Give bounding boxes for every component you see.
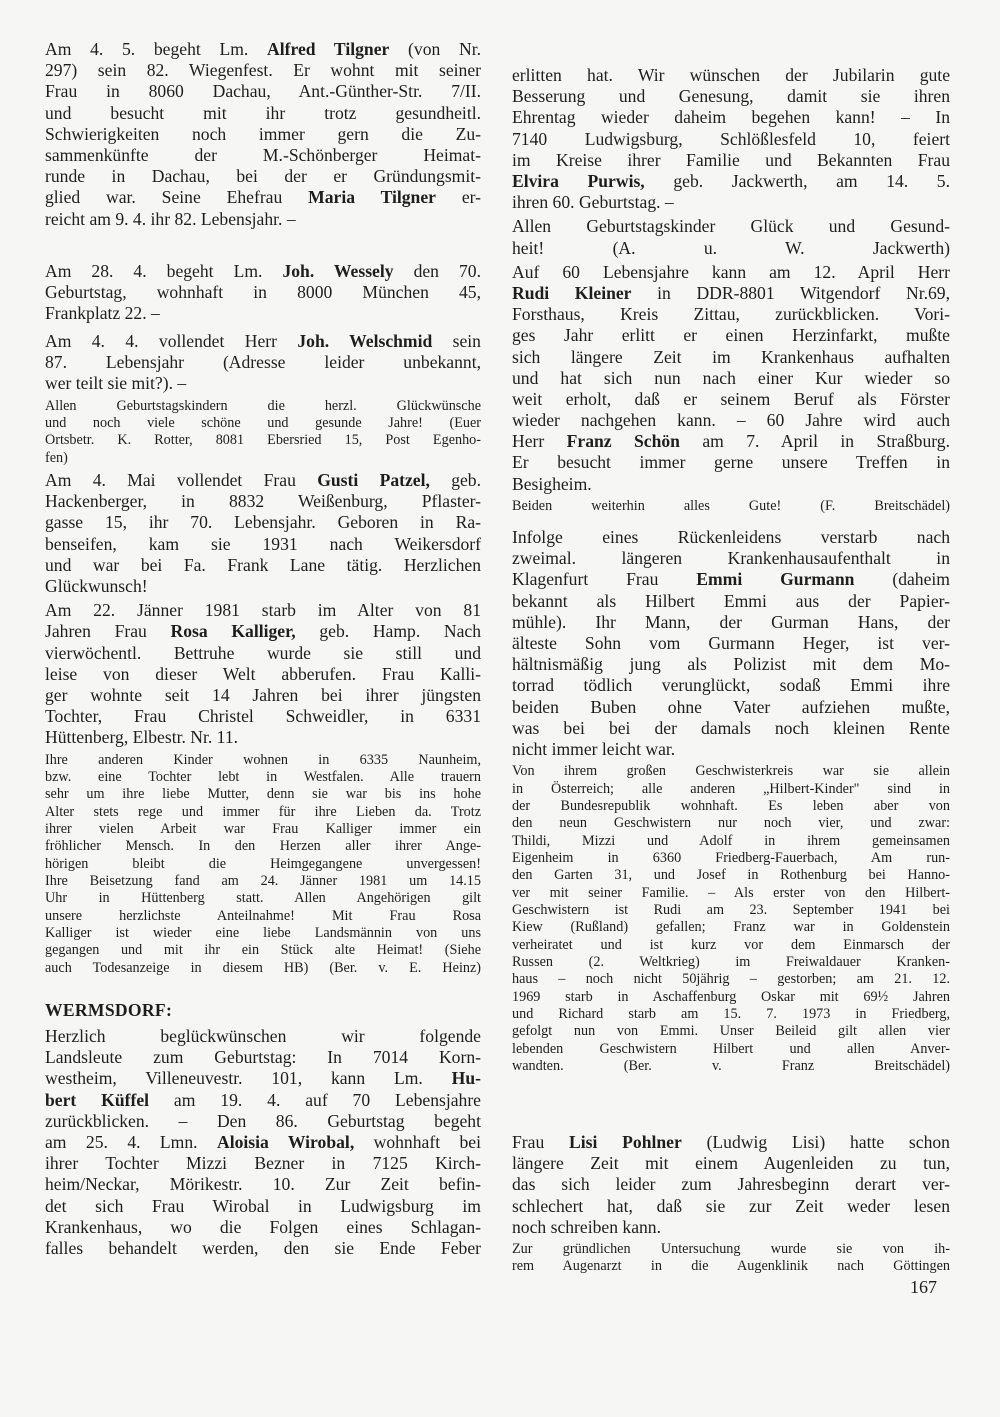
text-segment: Ihre anderen Kinder wohnen in 6335 Naunheim, (45, 751, 481, 768)
text-segment: verheiratet und ist kurz vor dem Einmarsch der (512, 936, 950, 953)
text-segment: beiden Buben ohne Vater aufziehen mußte, (512, 696, 950, 717)
text-line (512, 65, 950, 86)
text-line (45, 942, 481, 959)
section-heading-wermsdorf: WERMSDORF: (45, 1000, 173, 1020)
text-line (45, 838, 481, 855)
text-segment: ihren 60. Geburtstag. – (512, 192, 674, 213)
text-segment: wer teilt sie mit?). – (45, 373, 187, 394)
text-segment: Russen (2. Weltkrieg) im Freiwaldauer Kranken- (512, 953, 950, 970)
text-segment: hörigen bleibt die Heimgegangene unvergessen! (45, 855, 481, 872)
text-segment: ihrer Tochter Mizzi Bezner in 7125 Kirch- (45, 1153, 481, 1174)
article-rotter-greeting (45, 398, 481, 467)
person-name: Joh. Wessely (282, 261, 394, 281)
text-line (512, 569, 950, 590)
person-name: Maria Tilgner (308, 187, 436, 208)
text-line (45, 786, 481, 803)
text-segment: Am 4. 4. vollendet Herr (45, 331, 298, 351)
text-line (45, 491, 481, 512)
article-tilgner (45, 39, 481, 230)
article-breitschaedel-greeting (512, 498, 950, 515)
text-line (45, 1132, 481, 1153)
text-segment: Geschwistern ist Rudi am 23. September 1941 bei (512, 901, 950, 918)
text-line (512, 675, 950, 696)
text-segment: Uhr in Hüttenberg statt. Allen Angehörigen gilt (45, 890, 481, 907)
text-line (512, 1041, 950, 1058)
text-segment: Ortsbetr. K. Rotter, 8081 Ebersried 15, Post Egenho- (45, 432, 481, 449)
text-segment: Hackenberger, in 8832 Weißenburg, Pflaster- (45, 491, 481, 512)
text-line (45, 373, 481, 394)
text-line (45, 856, 481, 873)
text-segment: Forsthaus, Kreis Zittau, zurückblicken. Vori- (512, 304, 950, 325)
text-line (45, 415, 481, 432)
text-segment: sammenkünfte der M.-Schönberger Heimat- (45, 144, 481, 165)
text-line (45, 352, 481, 373)
text-segment: und war bei Fa. Frank Lane tätig. Herzlichen (45, 554, 481, 575)
text-line (512, 1132, 950, 1153)
text-line (512, 347, 950, 368)
text-line (512, 591, 950, 612)
text-segment: weit erholt, daß er seinem Beruf als Förster (512, 388, 950, 409)
text-segment: älteste Sohn vom Gurmann Heger, ist ver- (512, 632, 950, 653)
text-segment: Am 22. Jänner 1981 starb im Alter von 81 (45, 600, 481, 621)
text-segment: Herzlich beglückwünschen wir folgende (45, 1026, 481, 1046)
text-line (45, 576, 481, 597)
text-segment: der Bundesrepublik wohnhaft. Es leben aber von (512, 797, 950, 814)
text-segment: gegangen und mit ihr ein Stück alte Heimat! (Siehe (45, 942, 481, 959)
text-line (512, 902, 950, 919)
text-line (512, 304, 950, 325)
text-line (45, 706, 481, 727)
text-segment: geb. (429, 470, 482, 490)
text-line (45, 103, 481, 124)
text-segment: haus – noch nicht 50jährig – gestorben; am 21. 12. (512, 971, 950, 988)
text-segment: 297) sein 82. Wiegenfest. Er wohnt mit seiner (45, 60, 481, 81)
text-line (45, 145, 481, 166)
text-segment: wohnhaft bei (354, 1131, 481, 1152)
text-line (512, 86, 950, 107)
text-line (45, 209, 481, 230)
text-line (512, 763, 950, 780)
text-segment: in Österreich; alle anderen „Hilbert-Kinder" sind in (512, 780, 950, 797)
text-segment: vierwöchentl. Bettruhe wurde sie still und (45, 642, 481, 663)
text-line (512, 527, 950, 548)
text-segment: und besucht mit ihr trotz gesundheitl. (45, 102, 481, 123)
text-segment: noch schreiben kann. (512, 1216, 662, 1237)
text-line (45, 1111, 481, 1132)
text-segment: längere Zeit mit einem Augenleiden zu tun, (512, 1153, 950, 1174)
text-segment: (Ludwig Lisi) hatte schon (681, 1132, 950, 1152)
text-segment: leise von dieser Welt abberufen. Frau Kalli- (45, 663, 481, 684)
text-line (45, 1153, 481, 1174)
text-segment: westheim, Villeneuvestr. 101, kann Lm. (45, 1068, 452, 1089)
text-segment: torrad tödlich verunglückt, sodaß Emmi ihre (512, 675, 950, 696)
article-welschmid (45, 331, 481, 395)
text-line (45, 643, 481, 664)
text-segment: Allen Geburtstagskindern die herzl. Glückwünsche (45, 397, 481, 414)
text-line (45, 960, 481, 977)
person-name: Aloisia Wirobal, (216, 1131, 355, 1152)
text-line (45, 1068, 481, 1089)
article-purwis (512, 65, 950, 213)
text-segment: sich längere Zeit im Krankenhaus aufhalten (512, 346, 950, 367)
text-segment: Zur gründlichen Untersuchung wurde sie von ih- (512, 1241, 950, 1257)
text-segment: zurückblicken. – Den 86. Geburtstag begeht (45, 1110, 481, 1131)
text-line (512, 1258, 950, 1275)
text-line (512, 325, 950, 346)
text-line (45, 450, 481, 467)
text-line (512, 971, 950, 988)
text-segment: am 25. 4. Lmn. (45, 1131, 217, 1152)
text-segment: ihrer vielen Arbeit war Frau Kalliger immer ein (45, 820, 481, 837)
text-line (45, 752, 481, 769)
text-line (512, 410, 950, 431)
article-pohlner (512, 1132, 950, 1238)
text-line (512, 954, 950, 971)
person-name: Elvira Purwis, (512, 170, 645, 191)
text-line (45, 261, 481, 282)
text-line (512, 1153, 950, 1174)
text-line (512, 989, 950, 1006)
text-line (512, 107, 950, 128)
text-line (512, 697, 950, 718)
text-line (45, 398, 481, 415)
text-segment: Besigheim. (512, 473, 592, 494)
text-line (45, 282, 481, 303)
text-segment: Von ihrem großen Geschwisterkreis war sie allein (512, 763, 950, 780)
text-segment: zweimal. längeren Krankenhausaufenthalt in (512, 548, 950, 569)
text-segment: geb. Hamp. Nach (295, 621, 482, 642)
text-segment: Hüttenberg, Elbestr. Nr. 11. (45, 727, 239, 748)
person-name: Joh. Welschmid (297, 331, 433, 351)
text-segment: Schwierigkeiten noch immer gern die Zu- (45, 123, 481, 144)
text-segment: Frankplatz 22. – (45, 303, 160, 324)
text-segment: den 70. (393, 261, 481, 281)
text-segment: fröhlicher Mensch. In den Herzen aller ihrer Ange- (45, 838, 481, 855)
text-line (512, 867, 950, 884)
text-segment: erlitten hat. Wir wünschen der Jubilarin gute (512, 65, 950, 85)
text-line (45, 890, 481, 907)
text-segment: Tochter, Frau Christel Schweidler, in 6331 (45, 706, 481, 727)
article-jackwerth-greeting (512, 216, 950, 258)
text-line (512, 431, 950, 452)
text-segment: Frau (512, 1132, 570, 1152)
text-segment: (daheim (854, 569, 950, 590)
text-segment: 7140 Ludwigsburg, Schlößlesfeld 10, feiert (512, 128, 950, 149)
text-line (512, 452, 950, 473)
text-line (45, 432, 481, 449)
text-segment: Am 28. 4. begeht Lm. (45, 261, 283, 281)
text-segment: am 7. April in Straßburg. (679, 431, 950, 452)
text-segment: wieder nachgehen kann. – 60 Jahre wird auch (512, 410, 950, 431)
text-segment: den neun Geschwistern nur noch vier, und zwar: (512, 815, 950, 832)
article-kleiner (512, 262, 950, 495)
text-segment: Allen Geburtstagskinder Glück und Gesund- (512, 216, 950, 237)
text-segment: Er besucht immer gerne unsere Treffen in (512, 452, 950, 473)
text-line (512, 474, 950, 495)
text-segment: Am 4. 5. begeht Lm. (45, 39, 268, 59)
text-line (45, 600, 481, 621)
text-segment: bekannt als Hilbert Emmi aus der Papier- (512, 590, 950, 611)
article-gurmann (512, 527, 950, 760)
text-segment: glied war. Seine Ehefrau (45, 187, 309, 208)
text-line (45, 124, 481, 145)
text-segment: benseifen, kam sie 1931 nach Weikersdorf (45, 533, 481, 554)
person-name: Gusti Patzel, (317, 470, 430, 490)
text-segment: sein (432, 331, 481, 351)
article-pohlner-detail (512, 1241, 950, 1276)
article-wermsdorf (45, 1026, 481, 1259)
article-patzel (45, 470, 481, 597)
text-segment: Thildi, Mizzi und Adolf in ihrem gemeinsamen (512, 832, 950, 849)
text-segment: er- (435, 187, 481, 208)
text-segment: schlechert hat, daß sie zur Zeit weder lesen (512, 1195, 950, 1216)
text-segment: das sich leider zum Jahresbeginn derart ver- (512, 1174, 950, 1195)
text-segment: (von Nr. (389, 39, 481, 59)
text-segment: rem Augenarzt in die Augenklinik nach Göttingen (512, 1258, 950, 1275)
person-name: Lisi Pohlner (569, 1132, 682, 1152)
text-segment: nicht immer leicht war. (512, 738, 676, 759)
text-segment: und noch viele schöne und gesunde Jahre! (Euer (45, 414, 481, 431)
text-line (512, 548, 950, 569)
text-line (512, 368, 950, 389)
text-line (512, 781, 950, 798)
text-line (512, 815, 950, 832)
text-segment: bzw. eine Tochter lebt in Westfalen. Alle trauern (45, 768, 481, 785)
person-name: Hu- (451, 1068, 481, 1089)
text-segment: falles behandelt werden, den sie Ende Feber (45, 1237, 481, 1258)
text-line (512, 833, 950, 850)
text-line (45, 81, 481, 102)
text-segment: 1969 starb in Aschaffenburg Oskar mit 69½ Jahren (512, 988, 950, 1005)
text-segment: wandten. (Ber. v. Franz Breitschädel) (512, 1058, 950, 1075)
article-kalliger (45, 600, 481, 748)
text-line (45, 470, 481, 491)
text-line (45, 1090, 481, 1111)
text-line (45, 873, 481, 890)
text-segment: Am 4. Mai vollendet Frau (45, 470, 318, 490)
text-line (512, 1196, 950, 1217)
article-kalliger-detail (45, 752, 481, 977)
person-name: Emmi Gurmann (696, 569, 855, 590)
text-segment: Ehrentag wieder daheim begehen kann! – In (512, 107, 950, 128)
text-line (45, 1217, 481, 1238)
text-line (45, 769, 481, 786)
text-line (45, 39, 481, 60)
text-segment: Krankenhaus, wo die Folgen eines Schlagan- (45, 1216, 481, 1237)
text-line (45, 621, 481, 642)
article-wessely (45, 261, 481, 325)
text-line (45, 331, 481, 352)
text-segment: Landsleute zum Geburtstag: In 7014 Korn- (45, 1047, 481, 1068)
text-segment: Geburtstag, wohnhaft in 8000 München 45, (45, 282, 481, 303)
text-segment: mühle). Ihr Mann, der Gurman Hans, der (512, 611, 950, 632)
text-line (45, 166, 481, 187)
text-segment: Klagenfurt Frau (512, 569, 697, 590)
person-name: bert Küffel (45, 1089, 150, 1110)
text-line (45, 60, 481, 81)
text-line (45, 1174, 481, 1195)
text-line (45, 1026, 481, 1047)
text-segment: Besserung und Genesung, damit sie ihren (512, 86, 950, 107)
text-segment: ver mit seiner Familie. – Als erster von den Hilbert- (512, 884, 950, 901)
text-segment: Auf 60 Lebensjahre kann am 12. April Herr (512, 261, 950, 282)
text-line (45, 685, 481, 706)
text-segment: geb. Jackwerth, am 14. 5. (644, 170, 950, 191)
text-segment: Infolge eines Rückenleidens verstarb nach (512, 527, 950, 547)
text-line (512, 937, 950, 954)
text-line (512, 1217, 950, 1238)
text-segment: auch Todesanzeige in diesem HB) (Ber. v. E. Heinz) (45, 959, 481, 976)
page-number: 167 (910, 1277, 937, 1297)
text-segment: den Garten 31, und Josef in Rothenburg bei Hanno- (512, 867, 950, 884)
text-segment: Kiew (Rußland) gefallen; Franz war in Goldenstein (512, 919, 950, 936)
text-line (45, 187, 481, 208)
text-line (45, 664, 481, 685)
text-line (512, 129, 950, 150)
text-segment: im Kreise ihrer Familie und Bekannten Frau (512, 149, 950, 170)
text-segment: runde in Dachau, bei der er Gründungsmit- (45, 166, 481, 187)
text-line (512, 919, 950, 936)
text-line (45, 1196, 481, 1217)
text-segment: Alter stets rege und immer für ihre Lieben da. Trotz (45, 803, 481, 820)
text-segment: ger wohnte seit 14 Jahren bei ihrer jüngsten (45, 684, 481, 705)
text-line (512, 718, 950, 739)
person-name: Rudi Kleiner (512, 282, 632, 303)
text-line (512, 1006, 950, 1023)
text-segment: in DDR-8801 Witgendorf Nr.69, (631, 282, 950, 303)
text-line (512, 283, 950, 304)
text-line (512, 654, 950, 675)
text-line (45, 1238, 481, 1259)
text-line (512, 192, 950, 213)
text-line (512, 262, 950, 283)
text-line (512, 885, 950, 902)
text-line (512, 612, 950, 633)
text-segment: fen) (45, 449, 68, 466)
text-line (45, 534, 481, 555)
text-line (512, 633, 950, 654)
text-line (512, 150, 950, 171)
text-segment: 87. Lebensjahr (Adresse leider unbekannt, (45, 352, 481, 373)
text-line (45, 821, 481, 838)
text-line (512, 1174, 950, 1195)
text-segment: lebenden Geschwistern Hilbert und allen Anver- (512, 1040, 950, 1057)
text-segment: Beiden weiterhin alles Gute! (F. Breitschädel) (512, 498, 950, 514)
text-line (45, 512, 481, 533)
person-name: Rosa Kalliger, (170, 621, 296, 642)
text-line (512, 216, 950, 237)
text-segment: Frau in 8060 Dachau, Ant.-Günther-Str. 7/II. (45, 81, 481, 102)
text-line (512, 1023, 950, 1040)
text-line (512, 798, 950, 815)
text-line (512, 238, 950, 259)
text-segment: reicht am 9. 4. ihr 82. Lebensjahr. – (45, 208, 296, 229)
text-segment: Ihre Beisetzung fand am 24. Jänner 1981 um 14.15 (45, 873, 481, 889)
text-segment: Kalliger ist wieder eine liebe Landsmännin von uns (45, 925, 481, 942)
text-segment: was bei bei der damals noch kleinen Rente (512, 717, 950, 738)
text-line (45, 925, 481, 942)
text-segment: Jahren Frau (45, 621, 171, 642)
text-segment: Herr (512, 431, 567, 452)
text-line (512, 171, 950, 192)
text-segment: Glückwunsch! (45, 575, 148, 596)
text-segment: heim/Neckar, Mörikestr. 10. Zur Zeit befin- (45, 1174, 481, 1195)
text-line (512, 1058, 950, 1075)
text-line (45, 1047, 481, 1068)
text-segment: Eigenheim in 6360 Friedberg-Fauerbach, Am run- (512, 849, 950, 866)
text-line (45, 804, 481, 821)
person-name: Franz Schön (566, 431, 680, 452)
article-gurmann-detail (512, 763, 950, 1075)
text-line (45, 727, 481, 748)
text-segment: sehr um ihre liebe Mutter, denn sie war bis ins hohe (45, 786, 481, 803)
text-segment: hältnismäßig jung als Polizist mit dem Mo- (512, 654, 950, 675)
text-line (512, 498, 950, 515)
text-segment: ges Jahr erlitt er einen Herzinfarkt, mußte (512, 325, 950, 346)
text-segment: unsere herzlichste Anteilnahme! Mit Frau Rosa (45, 907, 481, 924)
text-segment: und Richard starb am 15. 7. 1973 in Friedberg, (512, 1006, 950, 1022)
text-line (45, 555, 481, 576)
text-line (45, 908, 481, 925)
text-line (512, 850, 950, 867)
text-line (512, 739, 950, 760)
text-line (512, 1241, 950, 1258)
text-line (512, 389, 950, 410)
text-segment: det sich Frau Wirobal in Ludwigsburg im (45, 1195, 481, 1216)
text-segment: und hat sich nun nach einer Kur wieder so (512, 367, 950, 388)
text-segment: gefolgt nun von Emmi. Unser Beileid gilt allen vier (512, 1023, 950, 1040)
text-line (45, 303, 481, 324)
text-segment: heit! (A. u. W. Jackwerth) (512, 237, 950, 258)
text-segment: gasse 15, ihr 70. Lebensjahr. Geboren in Ra- (45, 512, 481, 533)
person-name: Alfred Tilgner (267, 39, 390, 59)
text-segment: am 19. 4. auf 70 Lebensjahre (149, 1089, 481, 1110)
